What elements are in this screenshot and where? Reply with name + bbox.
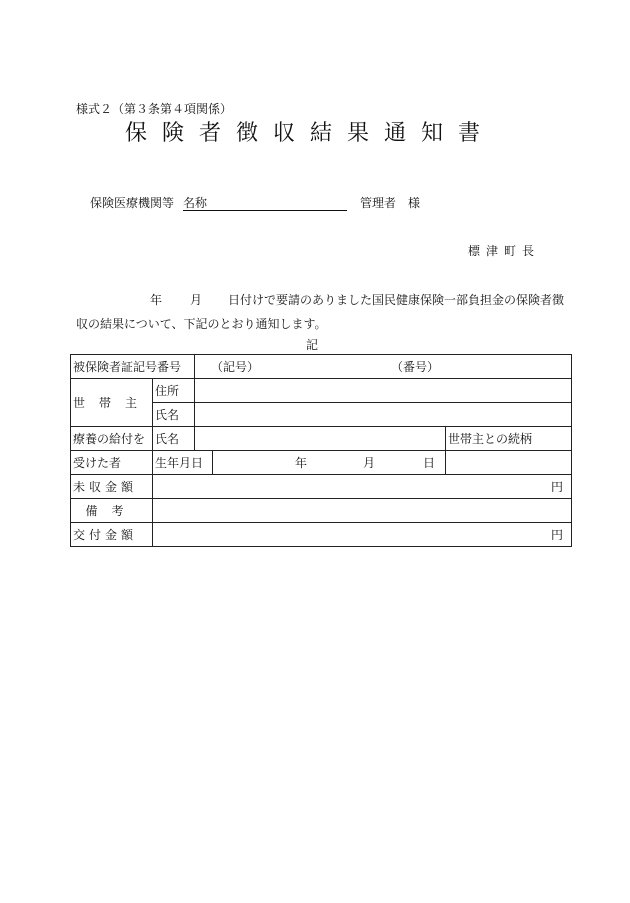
householder-name-label-cell [153, 403, 195, 427]
notice-line-2: 収の結果について、下記のとおり通知します。 [76, 317, 327, 331]
uncollected-yen: 円 [551, 480, 564, 494]
patient-label-line-2: 受けた者 [73, 456, 122, 470]
patient-label-cell-2 [71, 451, 153, 475]
householder-label-cell [71, 379, 153, 427]
address-label: 住所 [155, 384, 180, 398]
notice-month: 月 [190, 293, 203, 307]
patient-label-line-1: 療養の給付を [73, 432, 146, 446]
granted-label-cell [71, 523, 153, 547]
granted-label: 交付金額 [73, 528, 138, 542]
issuer-title: 標津町長 [468, 244, 541, 258]
householder-label: 世帯主 [73, 396, 152, 410]
relation-label: 世帯主との続柄 [448, 432, 533, 446]
householder-name-value-cell [195, 403, 572, 427]
patient-name-label-cell [153, 427, 195, 451]
table-row [71, 451, 572, 475]
birth-day-label: 日 [423, 456, 436, 470]
birth-month-label: 月 [363, 456, 376, 470]
patient-name-value-cell [195, 427, 446, 451]
relation-label-cell [446, 427, 572, 451]
institution-label: 保険医療機関等 [90, 196, 175, 210]
notification-table [70, 354, 572, 547]
table-row [71, 475, 572, 499]
document-title: 保険者徴収結果通知書 [125, 121, 496, 146]
birthdate-label-cell [153, 451, 213, 475]
uncollected-value-cell [153, 475, 572, 499]
address-label-cell [153, 379, 195, 403]
insured-card-label: 被保険者証記号番号 [73, 360, 182, 374]
householder-name-label: 氏名 [155, 408, 180, 422]
number-label: （番号） [391, 360, 440, 374]
uncollected-label-cell [71, 475, 153, 499]
table-row [71, 427, 572, 451]
insured-card-value-cell [195, 355, 572, 379]
table-row [71, 379, 572, 403]
institution-name-label: 名称 [183, 196, 208, 210]
uncollected-label: 未収金額 [73, 480, 138, 494]
ki-heading: 記 [306, 338, 319, 352]
institution-name-underline [183, 210, 347, 211]
remarks-value-cell [153, 499, 572, 523]
table-row [71, 523, 572, 547]
birth-year-label: 年 [295, 456, 308, 470]
insured-card-label-cell [71, 355, 195, 379]
patient-label-cell-1 [71, 427, 153, 451]
remarks-label: 備考 [85, 504, 138, 518]
patient-name-label: 氏名 [155, 432, 180, 446]
granted-yen: 円 [551, 528, 564, 542]
address-value-cell [195, 379, 572, 403]
notice-year: 年 [150, 293, 163, 307]
remarks-label-cell [71, 499, 153, 523]
notice-line-1-text: 日付けで要請のありました国民健康保険一部負担金の保険者徴 [228, 293, 565, 307]
birthdate-label: 生年月日 [155, 456, 204, 470]
table-row [71, 355, 572, 379]
table-row [71, 499, 572, 523]
relation-value-cell [446, 451, 572, 475]
granted-value-cell [153, 523, 572, 547]
birthdate-value-cell [213, 451, 446, 475]
form-number-label: 様式２（第３条第４項関係） [76, 102, 233, 116]
symbol-label: （記号） [211, 360, 260, 374]
manager-honorific: 管理者 様 [360, 196, 421, 210]
notice-line-1 [150, 291, 564, 308]
